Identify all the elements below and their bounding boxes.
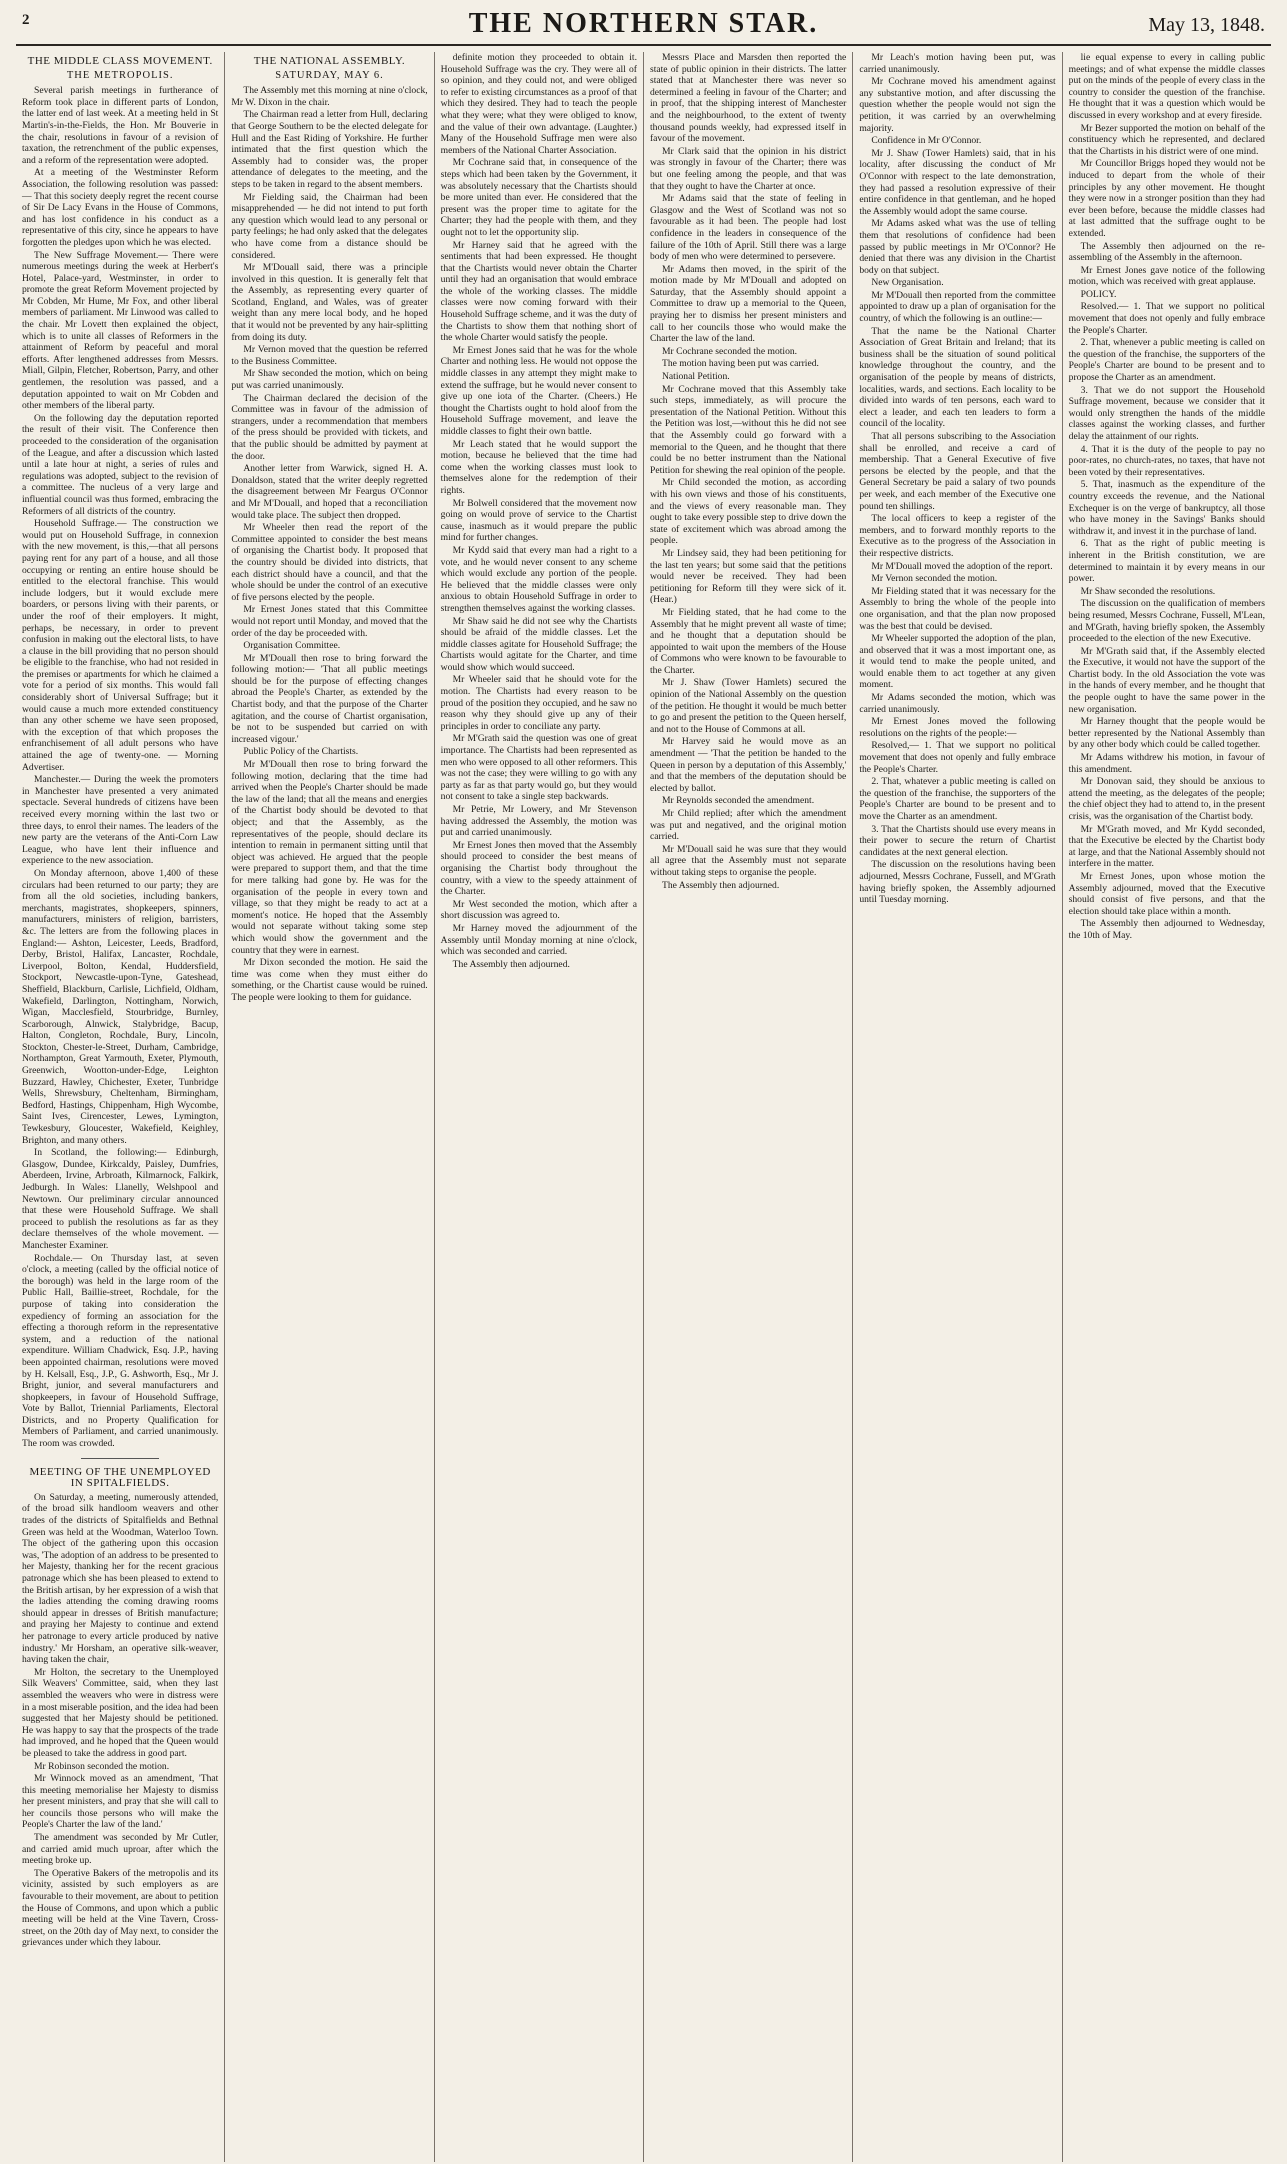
article-paragraph: At a meeting of the Westminster Reform Association, the following resolution was passed:— That this society deeply regret the recent course of Sir De Lacy Evans in the House of Commons, and has lost confidence in his conduct as a representative of this city, since he appears to have forgotten the pledges upon which he was elected. xyxy=(22,167,219,248)
article-paragraph: Mr Adams then moved, in the spirit of the motion made by Mr M'Douall and adopted on Saturday, that the Assembly should appoint a Committee to draw up a memorial to the Queen, praying her to dismiss her present ministers and call to her councils those who would make the Charter the law of the land. xyxy=(649,263,847,345)
article-paragraph: 6. That as the right of public meeting is inherent in the British constitution, we are determined to maintain it by every means in our power. xyxy=(1068,538,1265,585)
article-paragraph: The Assembly met this morning at nine o'clock, Mr W. Dixon in the chair. xyxy=(231,85,428,108)
article-paragraph: POLICY. xyxy=(1080,288,1117,300)
article-paragraph: Mr Petrie, Mr Lowery, and Mr Stevenson having addressed the Assembly, the motion was put and carried unanimously. xyxy=(440,804,637,839)
article-paragraph: The local officers to keep a register of the members, and to forward monthly reports to the Executive as to the progress of the Association in their respective districts. xyxy=(859,513,1056,559)
article-paragraph: The Assembly then adjourned. xyxy=(661,879,780,891)
article-paragraph: That the name be the National Charter Association of Great Britain and Ireland; that its business shall be the situation of sound political knowledge throughout the country, and the organisation of the people by means of districts, localities, wards, and sections. Each locality to be divided into wards of ten persons, each ward to elect a leader, and each ten leaders to form a council of the locality. xyxy=(859,325,1056,430)
article-paragraph: Mr Shaw seconded the resolutions. xyxy=(1080,585,1216,597)
article-paragraph: Mr Bezer supported the motion on behalf of the constituency which he represented, and declared that the Chartists in his district were of one mind. xyxy=(1068,122,1265,157)
article-paragraph: National Petition. xyxy=(661,371,730,383)
section-divider xyxy=(81,1458,160,1459)
article-paragraph: Mr Wheeler said that he should vote for the motion. The Chartists had every reason to be proud of the position they occupied, and he saw no reason why they should give up any of their principles in order to conciliate any party. xyxy=(440,674,637,732)
article-paragraph: definite motion they proceeded to obtain it. Household Suffrage was the cry. They were all of so opinion, and they could not, and were obliged to refer to existing circumstances as a proof of that which they desired. They had to teach the people what they were; what they were obliged to know, and the value of their own advantage. (Laughter.) Many of the Household Suffrage men were also members of the National Charter Association. xyxy=(440,52,637,156)
article-paragraph: Mr Shaw said he did not see why the Chartists should be afraid of the middle classes. Let the middle classes agitate for Household Suffrage; the Chartists would agitate for the Charter, and time would show which would succeed. xyxy=(440,615,637,673)
article-paragraph: Mr Dixon seconded the motion. He said the time was come when they must either do something, or the Chartist cause would be ruined. The people were looking to them for guidance. xyxy=(231,957,428,1003)
article-paragraph: That all persons subscribing to the Association shall be enrolled, and receive a card of membership. That a General Executive of five persons be elected by the people, and that the General Secretary be paid a salary of two pounds per week, and each member of the Executive one pound ten shillings. xyxy=(859,431,1056,512)
article-paragraph: 2. That, whenever a public meeting is called on the question of the franchise, the supporters of the People's Charter are bound to be present and to propose the Charter as an amendment. xyxy=(1068,337,1265,384)
section-subheading: THE METROPOLIS. xyxy=(66,69,174,81)
article-paragraph: Mr Shaw seconded the motion, which on being put was carried unanimously. xyxy=(231,368,428,392)
article-paragraph: Rochdale.— On Thursday last, at seven o'clock, a meeting (called by the official notice of the borough) was held in the large room of the Public Hall, Baillie-street, Rochdale, for the purpose of taking into consideration the expediency of forming an association for the effecting a thorough reform in the representative system, and a reduction of the national expenditure. William Chadwick, Esq. J.P., having been appointed chairman, resolutions were moved by H. Kelsall, Esq., J.P., G. Ashworth, Esq., Mr J. Bright, junior, and several manufacturers and shopkeepers, in favour of Household Suffrage, Vote by Ballot, Triennial Parliaments, Electoral Districts, and no Property Qualification for Members of Parliament, and carried unanimously. The room was crowded. xyxy=(22,1252,219,1450)
article-paragraph: Mr Cochrane seconded the motion. xyxy=(661,345,798,357)
article-paragraph: Mr Bolwell considered that the movement now going on would prove of service to the Chartist cause, inasmuch as it would prepare the public mind for further changes. xyxy=(440,497,637,544)
article-paragraph: Mr Harney moved the adjournment of the Assembly until Monday morning at nine o'clock, which was seconded and carried. xyxy=(440,922,637,958)
article-paragraph: On Saturday, a meeting, numerously attended, of the broad silk handloom weavers and other trades of the districts of Spitalfields and Bethnal Green was held at the Woodman, Waterloo Town. The object of the gathering upon this occasion was, 'The adoption of an address to be presented to her Majesty, thanking her for the recent gracious patronage which she has been pleased to extend to the British artisan, by her expression of a wish that the ladies attending the coming drawing rooms should appear in dresses of British manufacture; and praying her Majesty to continue and extend her patronage to every article produced by native industry.' Mr Horsham, an operative silk-weaver, having taken the chair, xyxy=(22,1491,219,1666)
article-paragraph: Mr Ernest Jones moved the following resolutions on the rights of the people:— xyxy=(859,716,1056,739)
article-paragraph: Mr Adams asked what was the use of telling them that resolutions of confidence had been passed by public meetings in Mr O'Connor? He denied that there was any division in the Chartist body on that subject. xyxy=(859,218,1056,276)
article-paragraph: Mr M'Grath moved, and Mr Kydd seconded, that the Executive be elected by the Chartist body at large, and that the National Assembly should not interfere in the matter. xyxy=(1068,823,1265,870)
article-paragraph: The discussion on the resolutions having been adjourned, Messrs Cochrane, Fussell, and M'Grath having briefly spoken, the Assembly adjourned until Tuesday morning. xyxy=(859,859,1056,906)
article-paragraph: Organisation Committee. xyxy=(243,640,341,652)
article-paragraph: Mr Winnock moved as an amendment, 'That this meeting memorialise her Majesty to dismiss her present ministers, and pray that she will call to her councils those persons who will make the People's Charter the law of the land.' xyxy=(22,1773,219,1831)
article-paragraph: Mr Fielding stated that it was necessary for the Assembly to bring the whole of the people into one organisation, and that the plan now proposed was the best that could be devised. xyxy=(859,585,1056,632)
article-paragraph: 4. That it is the duty of the people to pay no poor-rates, no church-rates, no taxes, that have not been voted by their representatives. xyxy=(1068,443,1265,478)
article-paragraph: The Chairman declared the decision of the Committee was in favour of the admission of strangers, under a recommendation that members of the press should be provided with tickets, and that the public should be admitted by payment at the door. xyxy=(231,392,428,462)
article-paragraph: Mr Cochrane said that, in consequence of the steps which had been taken by the Government, it was absolutely necessary that the Chartists should be more united than ever. He considered that the present was the proper time to agitate for the Charter; they had the people with them, and they ought not to let the opportunity slip. xyxy=(440,157,637,238)
article-paragraph: Resolved.— 1. That we support no political movement that does not openly and fully embrace the People's Charter. xyxy=(1068,301,1265,336)
article-paragraph: Confidence in Mr O'Connor. xyxy=(871,135,982,147)
section-subheading: SATURDAY, MAY 6. xyxy=(275,69,384,81)
article-paragraph: Mr Fielding said, the Chairman had been misapprehended — he did not intend to put forth any question which would lead to any personal or party feelings; he had only asked that the delegates who have come from a distance should be considered. xyxy=(231,191,428,261)
newspaper-title: THE NORTHERN STAR. xyxy=(468,8,819,39)
column-5 xyxy=(853,52,1062,2162)
article-paragraph: Mr Councillor Briggs hoped they would not be induced to depart from the whole of their principles by any other movement. He thought they were now in a stronger position than they had ever been before, because the middle classes had at last admitted that the suffrage ought to be extended. xyxy=(1068,158,1265,239)
article-paragraph: Mr J. Shaw (Tower Hamlets) secured the opinion of the National Assembly on the question of the petition. He thought it would be much better to go and present the petition to the Queen herself, and not to the House of Commons at all. xyxy=(649,677,847,735)
article-paragraph: Mr Adams seconded the motion, which was carried unanimously. xyxy=(859,692,1056,715)
article-paragraph: Several parish meetings in furtherance of Reform took place in different parts of London, the latter end of last week. At a meeting held in St Martin's-in-the-Fields, the Hon. Mr Bouverie in the chair, resolutions in favour of a revision of taxation, the retrenchment of the public expenses, and a reform of the representation were adopted. xyxy=(22,85,219,166)
article-paragraph: Mr Donovan said, they should be anxious to attend the meeting, as the delegates of the people; the chief object they had to attend to, in the present crisis, was the organisation of the Chartist body. xyxy=(1068,776,1265,822)
article-paragraph: Mr Ernest Jones, upon whose motion the Assembly adjourned, moved that the Executive should consist of five persons, and that the election should take place within a month. xyxy=(1068,870,1265,917)
article-paragraph: Mr Cochrane moved his amendment against any substantive motion, and after discussing the question whether the people would not sign the petition, it was carried by an overwhelming majority. xyxy=(859,76,1056,134)
article-paragraph: 3. That the Chartists should use every means in their power to secure the return of Chartist candidates at the next general election. xyxy=(859,823,1056,858)
article-paragraph: Public Policy of the Chartists. xyxy=(243,746,359,758)
masthead xyxy=(16,10,1271,46)
article-paragraph: Mr Robinson seconded the motion. xyxy=(34,1760,170,1772)
article-paragraph: Mr Ernest Jones stated that this Committee would not report until Monday, and moved that the order of the day be proceeded with. xyxy=(231,604,428,639)
article-paragraph: Mr Cochrane moved that this Assembly take such steps, immediately, as will procure the presentation of the National Petition. Without this the Petition was lost,—without this he did not see that the Assembly could go forward with a memorial to the Queen, and he thought that there could be no better instrument than the National Petition for shewing the real opinion of the people. xyxy=(649,383,847,476)
article-paragraph: 5. That, inasmuch as the expenditure of the country exceeds the revenue, and the National Exchequer is on the verge of bankruptcy, all those who have money in the Savings' Banks should withdraw it, and invest it in the purchase of land. xyxy=(1068,479,1265,537)
article-paragraph: Mr Leach stated that he would support the motion, because he believed that the time had come when the working classes must look to themselves alone for the redemption of their rights. xyxy=(440,438,637,496)
article-paragraph: Mr Wheeler then read the report of the Committee appointed to consider the best means of organising the Chartist body. It proposed that the country should be divided into districts, that each district should have a council, and that the whole should be under the control of an executive of five persons elected by the people. xyxy=(231,522,428,603)
article-paragraph: On the following day the deputation reported the result of their visit. The Conference then proceeded to the consideration of the organisation of the League, and after a discussion which lasted until a late hour at night, a series of rules and regulations was adopted, subject to the revision of a committee. The nucleus of a very large and influential council was thus formed, embracing the Reformers of all districts of the country. xyxy=(22,412,219,517)
article-paragraph: The amendment was seconded by Mr Cutler, and carried amid much uproar, after which the meeting broke up. xyxy=(22,1832,219,1867)
article-paragraph: Mr Adams said that the state of feeling in Glasgow and the West of Scotland was not so favourable as it had been. The people had lost confidence in the leaders in consequence of the failure of the 10th of April. Still there was a large body of men who were determined to persevere. xyxy=(649,193,847,263)
issue-date: May 13, 1848. xyxy=(1148,14,1265,36)
column-2 xyxy=(225,52,434,2162)
article-paragraph: Mr M'Grath said the question was one of great importance. The Chartists had been represented as men who were opposed to all other reformers. This was not the case; they were willing to go with any party as far as that party would go, but they would not consent to take a single step backwards. xyxy=(440,733,637,803)
article-paragraph: New Organisation. xyxy=(871,277,944,289)
column-4 xyxy=(644,52,853,2162)
article-paragraph: The Assembly then adjourned. xyxy=(452,958,570,970)
article-paragraph: Another letter from Warwick, signed H. A. Donaldson, stated that the writer deeply regretted the disagreement between Mr Feargus O'Connor and Mr M'Douall, and hoped that a reconciliation would take place. The subject then dropped. xyxy=(231,463,428,521)
article-paragraph: Manchester.— During the week the promoters in Manchester have presented a very animated spectacle. Several hundreds of citizens have been received every morning within the last two or three days, to enrol their names. The leaders of the new party are the veterans of the Anti-Corn Law League, who have lent their influence and experience to the new association. xyxy=(22,774,219,867)
article-columns xyxy=(16,52,1271,2162)
article-paragraph: The Operative Bakers of the metropolis and its vicinity, assisted by such employers as are favourable to their movement, are about to petition the House of Commons, and upon which a public meeting will be held at the Vine Tavern, Cross-street, on the 20th day of May next, to consider the grievances under which they labour. xyxy=(22,1867,219,1949)
article-paragraph: Mr Ernest Jones said that he was for the whole Charter and nothing less. He would not oppose the middle classes in any attempt they might make to extend the suffrage, but he would never consent to give up one iota of the Charter. (Cheers.) He thought the Chartists ought to hold aloof from the Household Suffrage movement, and leave the middle classes to fight their own battle. xyxy=(440,344,637,437)
article-paragraph: Mr Fielding stated, that he had come to the Assembly that he might prevent all waste of time; and he thought that a deputation should be appointed to wait upon the members of the House of Commons who were known to be favourable to the Charter. xyxy=(649,606,847,676)
article-paragraph: Mr M'Douall moved the adoption of the report. xyxy=(871,560,1053,572)
article-paragraph: Mr M'Douall then rose to bring forward the following motion, declaring that the time had arrived when the People's Charter should be made the law of the land; that all the means and energies of the Chartist body should be devoted to that object; and that the Assembly, as the representatives of the people, should declare its intention to remain in permanent sitting until that object was achieved. He argued that the people were prepared to support them, and that the time for mere talking had gone by. He was for the organisation of the people in every town and village, so that they might be ready to act at a moment's notice. He hoped that the Assembly would not separate without taking some step which would show the government and the country that they were in earnest. xyxy=(231,759,428,956)
article-paragraph: Mr M'Grath said that, if the Assembly elected the Executive, it would not have the support of the Chartist body. In the old Association the vote was in the hands of every member, and he thought that the people ought to have the same power in the new organisation. xyxy=(1068,645,1265,715)
article-paragraph: Mr J. Shaw (Tower Hamlets) said, that in his locality, after discussing the conduct of Mr O'Connor with respect to the late demonstration, they had passed a resolution expressive of their entire confidence in that gentleman, and he hoped the Assembly would adopt the same course. xyxy=(859,147,1056,217)
article-paragraph: Mr Wheeler supported the adoption of the plan, and observed that it was a most important one, as it would tend to make the people united, and would enable them to act together at any given moment. xyxy=(859,633,1056,691)
article-paragraph: Mr Vernon moved that the question be referred to the Business Committee. xyxy=(231,344,428,367)
article-paragraph: Mr West seconded the motion, which after a short discussion was agreed to. xyxy=(440,898,637,922)
article-paragraph: Mr Reynolds seconded the amendment. xyxy=(661,795,815,807)
article-paragraph: Mr Adams withdrew his motion, in favour of this amendment. xyxy=(1068,752,1265,775)
article-paragraph: lie equal expense to every in calling public meetings; and of what expense the middle classes put on the minds of the people of every class in the country to consider the question of the franchise. He thought that it was a question which would be discussed in every workshop and at every fireside. xyxy=(1068,52,1265,121)
article-paragraph: The motion having been put was carried. xyxy=(661,358,819,370)
article-paragraph: Mr Leach's motion having been put, was carried unanimously. xyxy=(859,52,1056,75)
article-paragraph: Mr Holton, the secretary to the Unemployed Silk Weavers' Committee, said, when they last assembled the weavers who were in distress were in a most miserable position, and the idea had been suggested that her Majesty should be petitioned. He was happy to say that the prospects of the trade had improved, and he hoped that the Queen would be pleased to take the address in good part. xyxy=(22,1666,219,1759)
article-paragraph: Mr Lindsey said, they had been petitioning for the last ten years; but some said that the petitions would never be received. They had been petitioning for Reform till they were sick of it. (Hear.) xyxy=(649,547,847,606)
article-paragraph: The Chairman read a letter from Hull, declaring that George Southern to be the elected delegate for Hull and the East Riding of Yorkshire. He further intimated that the first question which the Assembly had to consider was, the proper attendance of delegates to the meeting, and the steps to be taken in regard to the absent members. xyxy=(231,109,428,190)
page-number: 2 xyxy=(22,12,30,28)
article-paragraph: Mr M'Douall then reported from the committee appointed to draw up a plan of organisation for the country, of which the following is an outline:— xyxy=(859,289,1056,325)
column-1 xyxy=(16,52,225,2162)
article-paragraph: Mr Child seconded the motion, as according with his own views and those of his constituents, and the views of every reasonable man. They ought to take every possible step to drive down the state of excitement which was abroad among the people. xyxy=(649,477,847,547)
article-paragraph: The Assembly then adjourned on the re-assembling of the Assembly in the afternoon. xyxy=(1068,240,1265,264)
article-paragraph: Mr Ernest Jones gave notice of the following motion, which was received with great applause. xyxy=(1068,264,1265,288)
article-paragraph: Resolved,— 1. That we support no political movement that does not openly and fully embrace the People's Charter. xyxy=(859,740,1056,775)
column-6 xyxy=(1063,52,1271,2162)
article-paragraph: Mr Clark said that the opinion in his district was strongly in favour of the Charter; there was but one feeling among the people, and that was that they ought to have the Charter at once. xyxy=(649,145,847,192)
article-paragraph: Household Suffrage.— The construction we would put on Household Suffrage, in connexion with the new movement, is this,—that all persons paying rent for any part of a house, and all those occupying or renting an entire house should be entitled to the electoral franchise. This would include lodgers, but it would exclude mere boarders, or persons living with their parents, or under the roof of their employers. It might, perhaps, be necessary, in order to prevent confusion in making out the electoral lists, to have a clause in the bill providing that no person should be eligible to the franchise, who had not resided in the premises or apartments for which he claimed a vote for a period of six months. This would fall considerably short of Universal Suffrage; but it would cause a much more extended constituency than any other scheme we have seen proposed, with the exception of that which proposes the enfranchisement of all adult persons who have attained the age of twenty-one. — Morning Advertiser. xyxy=(22,518,219,773)
article-paragraph: 3. That we do not support the Household Suffrage movement, because we consider that it would only strengthen the hands of the middle classes against the working classes, and further delay the attainment of our rights. xyxy=(1068,384,1265,442)
article-paragraph: Mr Harvey said he would move as an amendment — 'That the petition be handed to the Queen in person by a deputation of this Assembly,' and that the members of the deputation should be elected by ballot. xyxy=(649,736,847,794)
column-3 xyxy=(435,52,644,2162)
section-heading: MEETING OF THE UNEMPLOYED IN SPITALFIELDS. xyxy=(29,1465,211,1490)
article-paragraph: On Monday afternoon, above 1,400 of these circulars had been returned to our party; they are from all the old societies, including bankers, merchants, magistrates, shopkeepers, spinners, manufacturers, ministers of religion, barristers, &c. The letters are from the following places in England:— Ashton, Leicester, Leeds, Bradford, Derby, Bristol, Halifax, Lancaster, Rochdale, Liverpool, Bolton, Kendal, Huddersfield, Stockport, Newcastle-upon-Tyne, Gateshead, Sheffield, Blackburn, Carlisle, Lichfield, Oldham, Wakefield, Darlington, Nottingham, Norwich, Wigan, Macclesfield, Stourbridge, Burnley, Scarborough, Alnwick, Stalybridge, Bacup, Halton, Congleton, Rochdale, Bury, Lincoln, Stockton, Chester-le-Street, Durham, Cambridge, Northampton, Great Yarmouth, Exeter, Plymouth, Greenwich, Wootton-under-Edge, Leighton Buzzard, Hawley, Chichester, Exeter, Tunbridge Wells, Shrewsbury, Cheltenham, Birmingham, Bedford, Hastings, Chippenham, High Wycombe, Saint Ives, Cirencester, Lewes, Lymington, Tewkesbury, Gloucester, Wakefield, Keighley, Brighton, and many others. xyxy=(22,867,219,1146)
article-paragraph: Mr M'Douall said, there was a principle involved in this question. It is generally felt that the Assembly, as representing every quarter of Scotland, England, and Wales, was of greater weight than any mere local body, and he hoped that it would not be prevented by any hair-splitting from doing its duty. xyxy=(231,262,428,343)
article-paragraph: Messrs Place and Marsden then reported the state of public opinion in their districts. The latter stated that at Manchester there was never so determined a feeling in favour of the Charter; and in proof, that the shipping interest of Manchester and the neighbourhood, to the extent of twenty thousand pounds weekly, had expressed itself in favour of the movement. xyxy=(649,52,847,145)
article-paragraph: The New Suffrage Movement.— There were numerous meetings during the week at Herbert's Hotel, Palace-yard, Westminster, in order to promote the great Reform Movement projected by Mr Cobden, Mr Hume, Mr Fox, and other liberal members of parliament. Mr Linwood was called to the chair. Mr Lovett then explained the object, which is to unite all classes of Reformers in the attainment of Reform by peaceful and moral efforts. After lengthened addresses from Messrs. Miall, Gilpin, Fletcher, Robertson, Parry, and other gentlemen, the resolution was passed, and a deputation appointed to wait on Mr Cobden and other members of the liberal party. xyxy=(22,249,219,412)
article-paragraph: Mr Harney thought that the people would be better represented by the National Assembly than by any other body which could be called together. xyxy=(1068,716,1265,751)
article-paragraph: Mr Vernon seconded the motion. xyxy=(871,573,998,585)
article-paragraph: Mr M'Douall said he was sure that they would all agree that the Assembly must not separate without taking steps to organise the people. xyxy=(649,843,847,878)
article-paragraph: Mr Harney said that he agreed with the sentiments that had been expressed. He thought that the Chartists would never obtain the Charter until they had an organisation that would embrace the whole of the working classes. The middle classes were now coming forward with their Household Suffrage scheme, and it was the duty of the Chartists to show them that nothing short of the whole Charter would satisfy the people. xyxy=(440,239,637,344)
section-heading: THE NATIONAL ASSEMBLY. xyxy=(253,55,406,67)
article-paragraph: Mr M'Douall then rose to bring forward the following motion:— 'That all public meetings should be for the purpose of effecting changes abroad the People's Charter, as extended by the Chartist body, and that the purpose of the Charter agitation, and the course of Chartist organisation, be not to be suspended but carried on with increased vigour.' xyxy=(231,652,428,745)
article-paragraph: In Scotland, the following:— Edinburgh, Glasgow, Dundee, Kirkcaldy, Paisley, Dumfries, Aberdeen, Irvine, Arbroath, Kilmarnock, Falkirk, Jedburgh. In Wales: Llanelly, Welshpool and Newtown. Our preliminary circular announced that these were Household Suffrage. We shall proceed to publish the resolutions as far as they declare themselves of the whole movement. — Manchester Examiner. xyxy=(22,1147,219,1251)
article-paragraph: The discussion on the qualification of members being resumed, Messrs Cochrane, Fussell, M'Lean, and M'Grath, having briefly spoken, the Assembly proceeded to the election of the new Executive. xyxy=(1068,598,1265,645)
article-paragraph: Mr Kydd said that every man had a right to a vote, and he would never consent to any scheme which would exclude any portion of the people. He believed that the middle classes were only anxious to obtain Household Suffrage in order to strengthen themselves against the working classes. xyxy=(440,544,637,614)
article-paragraph: 2. That, whatever a public meeting is called on the question of the franchise, the supporters of the People's Charter are bound to be present and to move the Charter as an amendment. xyxy=(859,776,1056,822)
article-paragraph: Mr Ernest Jones then moved that the Assembly should proceed to consider the best means of organising the Chartist body throughout the country, with a view to the speedy attainment of the Charter. xyxy=(440,839,637,898)
article-paragraph: The Assembly then adjourned to Wednesday, the 10th of May. xyxy=(1068,918,1265,941)
section-heading: THE MIDDLE CLASS MOVEMENT. xyxy=(27,55,213,67)
article-paragraph: Mr Child replied; after which the amendment was put and negatived, and the original motion carried. xyxy=(649,808,847,843)
